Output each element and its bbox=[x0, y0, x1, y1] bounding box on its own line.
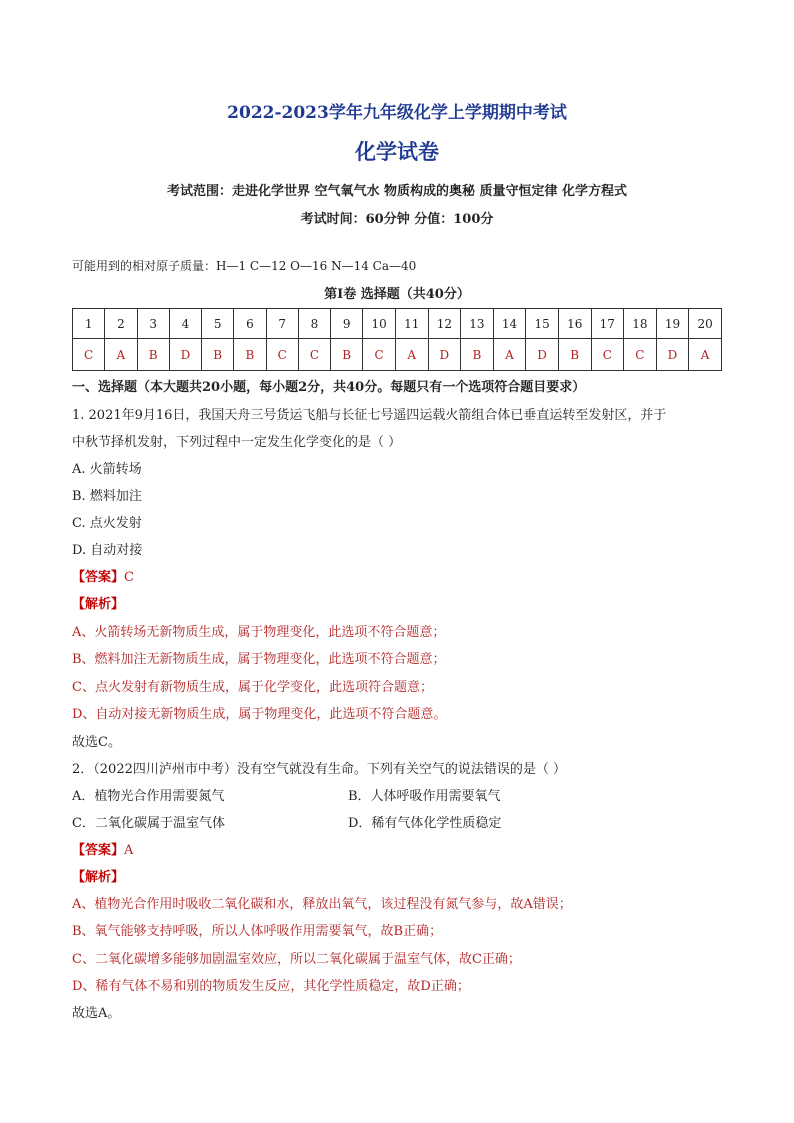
q1-stem-line1: 1. 2021年9月16日，我国天舟三号货运飞船与长征七号遥四运载火箭组合体已垂直运转至发射区，并于 bbox=[72, 408, 667, 423]
question-number: 4 bbox=[169, 309, 201, 339]
q1-analysis-a: A、火箭转场无新物质生成，属于物理变化，此选项不符合题意； bbox=[72, 625, 446, 640]
q1-option-a: A. 火箭转场 bbox=[72, 462, 142, 477]
question-number: 17 bbox=[591, 309, 624, 339]
q2-stem: 2．（2022四川泸州市中考）没有空气就没有生命。下列有关空气的说法错误的是（ ） bbox=[72, 762, 566, 777]
answer-cell: B bbox=[461, 339, 494, 371]
question-number: 12 bbox=[428, 309, 461, 339]
q1-analysis-label bbox=[72, 593, 124, 612]
answer-cell: B bbox=[331, 339, 363, 371]
q2-analysis-a: A、植物光合作用时吸收二氧化碳和水，释放出氧气，该过程没有氮气参与，故A错误； bbox=[72, 897, 572, 912]
q1-option-c: C. 点火发射 bbox=[72, 516, 142, 531]
q2-option-d: D．稀有气体化学性质稳定 bbox=[348, 816, 502, 831]
answer-cell: B bbox=[137, 339, 169, 371]
question-number: 19 bbox=[656, 309, 689, 339]
answer-cell: A bbox=[395, 339, 428, 371]
answer-cell: C bbox=[73, 339, 105, 371]
question-number: 3 bbox=[137, 309, 169, 339]
answer-cell: B bbox=[202, 339, 234, 371]
answer-cell: B bbox=[234, 339, 266, 371]
question-number: 18 bbox=[624, 309, 657, 339]
question-number: 11 bbox=[395, 309, 428, 339]
q2-analysis-b: B、氧气能够支持呼吸，所以人体呼吸作用需要氧气，故B正确； bbox=[72, 924, 443, 939]
answer-value: C bbox=[124, 570, 134, 585]
q1-option-d: D. 自动对接 bbox=[72, 543, 143, 558]
q2-option-b: B．人体呼吸作用需要氧气 bbox=[348, 789, 501, 804]
q1-answer bbox=[72, 566, 134, 585]
answer-cell: C bbox=[298, 339, 330, 371]
q2-conclusion: 故选A。 bbox=[72, 1006, 121, 1021]
answer-cell: D bbox=[428, 339, 461, 371]
answer-label: 【答案】 bbox=[72, 843, 125, 858]
question-number: 7 bbox=[266, 309, 298, 339]
question-number: 16 bbox=[558, 309, 591, 339]
q2-answer bbox=[72, 839, 133, 858]
answer-table bbox=[72, 308, 722, 371]
question-number: 15 bbox=[526, 309, 559, 339]
question-number: 2 bbox=[105, 309, 137, 339]
q1-analysis-b: B、燃料加注无新物质生成，属于物理变化，此选项不符合题意； bbox=[72, 652, 446, 667]
answer-cell: D bbox=[526, 339, 559, 371]
exam-scope: 考试范围：走进化学世界 空气氧气水 物质构成的奥秘 质量守恒定律 化学方程式 bbox=[166, 184, 628, 199]
question-number: 20 bbox=[689, 309, 722, 339]
answer-cell: C bbox=[363, 339, 396, 371]
question-number: 1 bbox=[73, 309, 105, 339]
q1-conclusion: 故选C。 bbox=[72, 735, 121, 750]
answer-cell: A bbox=[105, 339, 137, 371]
answer-cell: D bbox=[169, 339, 201, 371]
answer-cell: B bbox=[558, 339, 591, 371]
section-title: 第Ⅰ卷 选择题（共40分） bbox=[324, 287, 470, 302]
answer-cell: A bbox=[689, 339, 722, 371]
answer-table-numbers-row bbox=[73, 309, 722, 339]
exam-time-score: 考试时间：60分钟 分值：100分 bbox=[300, 212, 494, 227]
question-number: 14 bbox=[493, 309, 526, 339]
q1-option-b: B. 燃料加注 bbox=[72, 489, 142, 504]
q2-analysis-c: C、二氧化碳增多能够加剧温室效应，所以二氧化碳属于温室气体，故C正确； bbox=[72, 952, 521, 967]
analysis-label: 【解析】 bbox=[72, 597, 125, 612]
answer-cell: C bbox=[624, 339, 657, 371]
question-number: 8 bbox=[298, 309, 330, 339]
question-number: 9 bbox=[331, 309, 363, 339]
answer-value: A bbox=[124, 843, 134, 858]
answer-cell: C bbox=[266, 339, 298, 371]
exam-subtitle: 化学试卷 bbox=[355, 139, 439, 164]
q2-analysis-label bbox=[72, 866, 124, 885]
answer-cell: A bbox=[493, 339, 526, 371]
q1-stem-line2: 中秋节择机发射，下列过程中一定发生化学变化的是（ ） bbox=[72, 435, 402, 450]
answer-cell: C bbox=[591, 339, 624, 371]
q2-option-a: A．植物光合作用需要氮气 bbox=[72, 789, 225, 804]
answer-cell: D bbox=[656, 339, 689, 371]
q2-option-c: C．二氧化碳属于温室气体 bbox=[72, 816, 225, 831]
question-number: 10 bbox=[363, 309, 396, 339]
analysis-label: 【解析】 bbox=[72, 870, 125, 885]
question-number: 5 bbox=[202, 309, 234, 339]
q2-analysis-d: D、稀有气体不易和别的物质发生反应，其化学性质稳定，故D正确； bbox=[72, 979, 470, 994]
q1-analysis-c: C、点火发射有新物质生成，属于化学变化，此选项符合题意； bbox=[72, 680, 433, 695]
part-heading: 一、选择题（本大题共20小题，每小题2分，共40分。每题只有一个选项符合题目要求） bbox=[72, 380, 586, 395]
q1-analysis-d: D、自动对接无新物质生成，属于物理变化，此选项不符合题意。 bbox=[72, 707, 447, 722]
question-number: 6 bbox=[234, 309, 266, 339]
answer-label: 【答案】 bbox=[72, 570, 125, 585]
answer-table-answers-row bbox=[73, 339, 722, 371]
question-number: 13 bbox=[461, 309, 494, 339]
exam-title: 2022-2023学年九年级化学上学期期中考试 bbox=[227, 103, 567, 123]
atomic-masses: 可能用到的相对原子质量：H—1 C—12 O—16 N—14 Ca—40 bbox=[72, 259, 417, 273]
